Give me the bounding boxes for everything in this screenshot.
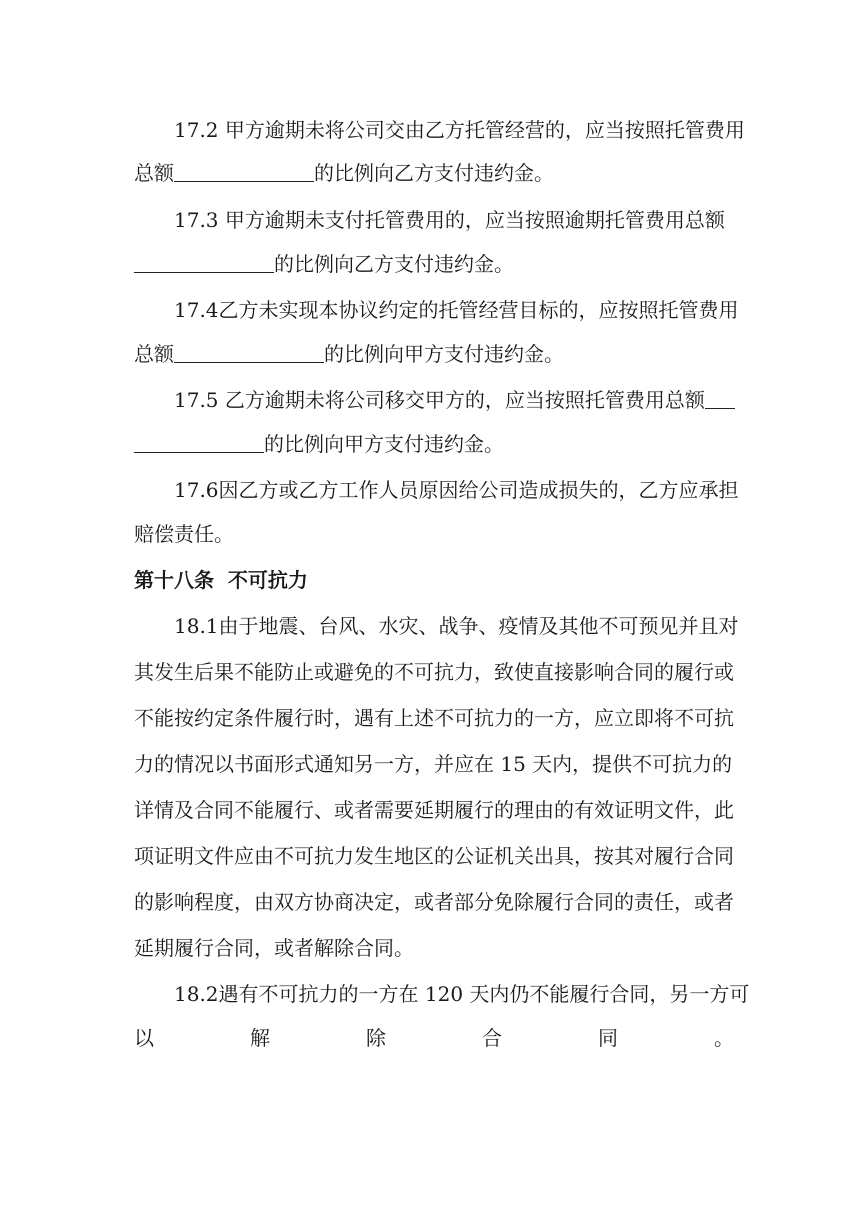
clause-17-6-line-2: 赔偿责任。 (134, 522, 234, 546)
clause-17-3-line-1: 17.3 甲方逾期未支付托管费用的，应当按照逾期托管费用总额 (174, 208, 725, 232)
clause-18-1-line-4: 力的情况以书面形式通知另一方，并应在 15 天内，提供不可抗力的 (134, 752, 733, 776)
justified-char: 合 (482, 1026, 502, 1050)
fill-in-blank[interactable] (174, 163, 314, 182)
clause-18-2-line-1: 18.2遇有不可抗力的一方在 120 天内仍不能履行合同，另一方可 (174, 982, 750, 1006)
clause-18-1-line-1: 18.1由于地震、台风、水灾、战争、疫情及其他不可预见并且对 (174, 614, 739, 638)
fill-in-blank[interactable] (705, 390, 735, 409)
clause-17-3-line-2 (134, 251, 514, 277)
clause-18-2-line-2 (134, 1025, 734, 1051)
justified-char: 同 (598, 1026, 618, 1050)
fill-in-blank[interactable] (134, 434, 264, 453)
clause-18-1-line-7: 的影响程度，由双方协商决定，或者部分免除履行合同的责任，或者 (134, 890, 734, 914)
clause-17-6-line-1: 17.6因乙方或乙方工作人员原因给公司造成损失的，乙方应承担 (174, 478, 739, 502)
clause-17-5-text: 17.5 乙方逾期未将公司移交甲方的，应当按照托管费用总额 (174, 388, 705, 412)
clause-17-5-line-1 (174, 387, 735, 413)
clause-17-5-line-2 (134, 431, 504, 457)
clause-17-4-suffix: 的比例向甲方支付违约金。 (324, 342, 564, 366)
clause-17-4-prefix: 总额 (134, 342, 174, 366)
clause-18-1-line-5: 详情及合同不能履行、或者需要延期履行的理由的有效证明文件，此 (134, 798, 734, 822)
article-18-heading: 第十八条 不可抗力 (134, 568, 308, 592)
clause-17-3-suffix: 的比例向乙方支付违约金。 (274, 252, 514, 276)
clause-17-2-line-1: 17.2 甲方逾期未将公司交由乙方托管经营的，应当按照托管费用 (174, 118, 745, 142)
fill-in-blank[interactable] (174, 344, 324, 363)
justified-char: 。 (714, 1026, 734, 1050)
clause-17-2-line-2 (134, 160, 554, 186)
clause-17-5-suffix: 的比例向甲方支付违约金。 (264, 432, 504, 456)
clause-18-1-line-3: 不能按约定条件履行时，遇有上述不可抗力的一方，应立即将不可抗 (134, 706, 734, 730)
clause-18-1-line-2: 其发生后果不能防止或避免的不可抗力，致使直接影响合同的履行或 (134, 660, 734, 684)
clause-18-1-line-6: 项证明文件应由不可抗力发生地区的公证机关出具，按其对履行合同 (134, 844, 734, 868)
justified-char: 以 (134, 1026, 154, 1050)
clause-17-2-suffix: 的比例向乙方支付违约金。 (314, 161, 554, 185)
justified-char: 解 (250, 1026, 270, 1050)
clause-18-1-line-8: 延期履行合同，或者解除合同。 (134, 936, 414, 960)
clause-17-4-line-2 (134, 341, 564, 367)
fill-in-blank[interactable] (134, 254, 274, 273)
clause-17-2-prefix: 总额 (134, 161, 174, 185)
justified-char: 除 (366, 1026, 386, 1050)
clause-17-4-line-1: 17.4乙方未实现本协议约定的托管经营目标的，应按照托管费用 (174, 298, 739, 322)
